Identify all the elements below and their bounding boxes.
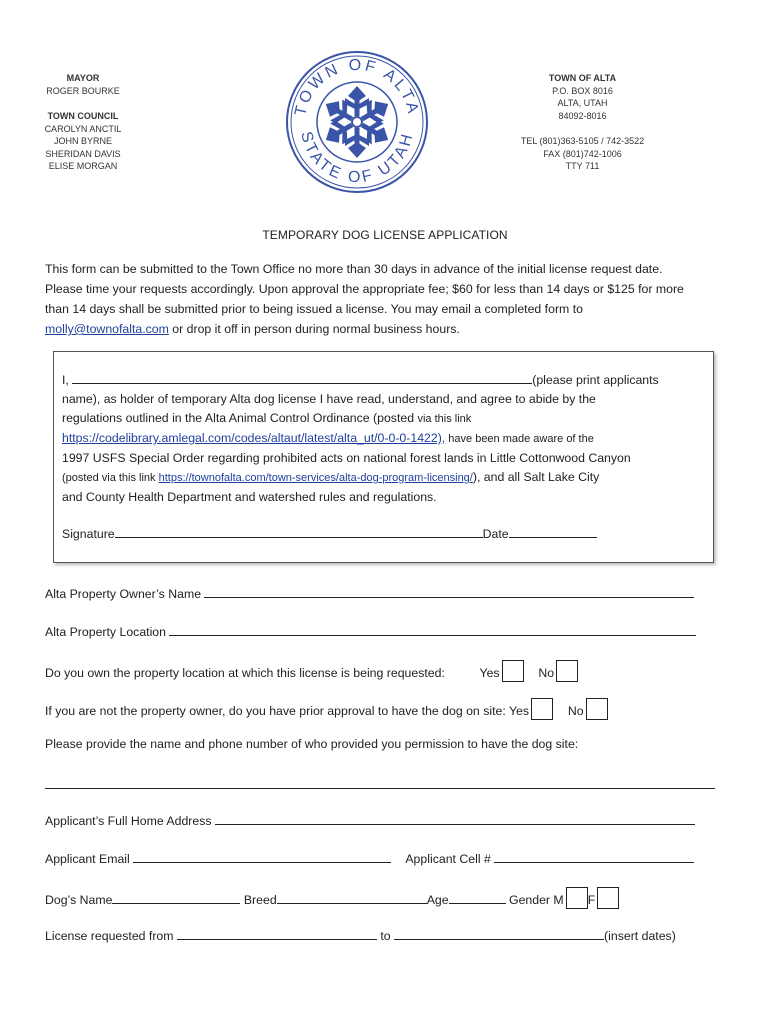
property-location-row xyxy=(45,623,696,639)
dog-program-link[interactable]: https://townofalta.com/town-services/alta-dog-program-licensing/ xyxy=(158,472,473,484)
approval-yes-checkbox[interactable] xyxy=(531,698,553,720)
permission-row xyxy=(45,737,578,751)
tty-line: TTY 711 xyxy=(565,161,600,171)
approval-row xyxy=(45,698,608,720)
snowflake-icon xyxy=(320,86,394,158)
dog-name-label: Dog’s Name xyxy=(45,893,113,907)
intro-line: or drop it off in person during normal business hours. xyxy=(168,322,460,336)
dog-name-field[interactable] xyxy=(112,891,240,904)
statement-text: have been made aware of the xyxy=(445,433,594,445)
statement-text: (please print applicants xyxy=(532,373,659,387)
approval-question: If you are not the property owner, do you have prior approval to have the dog on site: xyxy=(45,704,506,718)
seal-top-text: TOWN OF ALTA xyxy=(292,56,422,118)
gender-label: Gender M xyxy=(509,893,564,907)
age-field[interactable] xyxy=(449,891,506,904)
owner-name-field[interactable] xyxy=(204,585,694,598)
statement-text: (posted via this link xyxy=(62,472,159,484)
license-from-label: License requested from xyxy=(45,929,174,943)
email-label: Applicant Email xyxy=(45,852,130,866)
email-link[interactable]: molly@townofalta.com xyxy=(45,322,169,336)
license-to-field[interactable] xyxy=(394,927,604,940)
address-line: ALTA, UTAH xyxy=(557,98,608,108)
town-seal-logo xyxy=(283,50,431,195)
cell-label: Applicant Cell # xyxy=(405,852,491,866)
council-heading: TOWN COUNCIL xyxy=(47,111,119,121)
statement-text: and County Health Department and watershed rules and regulations. xyxy=(62,490,437,504)
permission-field[interactable] xyxy=(45,788,715,789)
statement-text: name), as holder of temporary Alta dog license I have read, understand, and agree to abide by the xyxy=(62,392,596,406)
email-field[interactable] xyxy=(133,850,391,863)
signature-field[interactable] xyxy=(115,525,483,538)
town-address-block xyxy=(520,72,645,173)
statement-text: ), and all Salt Lake City xyxy=(472,470,600,484)
statement-text: via this link xyxy=(417,413,472,425)
own-no-label: No xyxy=(538,666,555,680)
ordinance-link[interactable]: https://codelibrary.amlegal.com/codes/altaut/latest/alta_ut/0-0-0-1422), xyxy=(62,431,446,445)
date-field[interactable] xyxy=(509,525,597,538)
own-yes-checkbox[interactable] xyxy=(502,660,524,682)
gender-m-checkbox[interactable] xyxy=(566,887,588,909)
home-address-row xyxy=(45,812,695,828)
intro-line: This form can be submitted to the Town Office no more than 30 days in advance of the initial license request date. xyxy=(45,262,663,276)
home-address-field[interactable] xyxy=(215,812,695,825)
own-property-row xyxy=(45,660,578,682)
approval-no-checkbox[interactable] xyxy=(586,698,608,720)
gender-f-checkbox[interactable] xyxy=(597,887,619,909)
address-line: P.O. BOX 8016 xyxy=(552,85,613,96)
signature-label: Signature xyxy=(62,527,115,541)
council-member: SHERIDAN DAVIS xyxy=(45,148,121,159)
seal-bottom-text: STATE OF UTAH xyxy=(297,129,417,187)
own-property-question: Do you own the property location at which this license is being requested: xyxy=(45,666,445,680)
gender-f-label: F xyxy=(587,893,596,907)
property-location-label: Alta Property Location xyxy=(45,625,166,639)
fax-line: FAX (801)742-1006 xyxy=(543,148,622,159)
owner-name-row xyxy=(45,585,694,601)
statement-text: regulations outlined in the Alta Animal Control Ordinance (posted xyxy=(62,411,418,425)
dog-details-row xyxy=(45,887,619,909)
applicant-name-field[interactable] xyxy=(72,371,532,384)
age-label: Age xyxy=(426,893,449,907)
permission-question: Please provide the name and phone number of who provided you permission to have the dog site: xyxy=(45,737,579,751)
intro-paragraph xyxy=(45,259,735,339)
property-location-field[interactable] xyxy=(169,623,696,636)
intro-line: Please time your requests accordingly. Upon approval the appropriate fee; $60 for less than 14 days or $125 for more xyxy=(45,282,684,296)
council-member: JOHN BYRNE xyxy=(53,136,112,146)
license-to-label: to xyxy=(380,929,391,943)
council-member: ELISE MORGAN xyxy=(48,161,118,171)
own-yes-label: Yes xyxy=(479,666,500,680)
insert-dates-note: (insert dates) xyxy=(604,929,676,943)
license-from-field[interactable] xyxy=(177,927,377,940)
cell-field[interactable] xyxy=(494,850,694,863)
breed-field[interactable] xyxy=(277,891,427,904)
intro-line: than 14 days shall be submitted prior to being issued a license. You may email a completed form to xyxy=(45,302,583,316)
mayor-heading: MAYOR xyxy=(66,73,100,83)
own-no-checkbox[interactable] xyxy=(556,660,578,682)
form-title: TEMPORARY DOG LICENSE APPLICATION xyxy=(262,228,508,242)
town-name: TOWN OF ALTA xyxy=(548,73,617,83)
date-label: Date xyxy=(482,527,509,541)
approval-no-label: No xyxy=(567,704,584,718)
approval-yes-label: Yes xyxy=(508,704,530,718)
agreement-box xyxy=(53,351,714,563)
statement-text: 1997 USFS Special Order regarding prohibited acts on national forest lands in Little Cottonwood Canyon xyxy=(62,451,631,465)
phone-line: TEL (801)363-5105 / 742-3522 xyxy=(520,136,645,146)
council-member: CAROLYN ANCTIL xyxy=(44,123,122,134)
statement-text: I, xyxy=(62,373,73,387)
address-line: 84092-8016 xyxy=(558,110,607,121)
officials-block xyxy=(30,72,136,173)
license-dates-row xyxy=(45,927,676,943)
mayor-name: ROGER BOURKE xyxy=(46,85,120,96)
home-address-label: Applicant’s Full Home Address xyxy=(45,814,212,828)
owner-name-label: Alta Property Owner’s Name xyxy=(45,587,202,601)
breed-label: Breed xyxy=(243,893,277,907)
contact-row xyxy=(45,850,694,866)
